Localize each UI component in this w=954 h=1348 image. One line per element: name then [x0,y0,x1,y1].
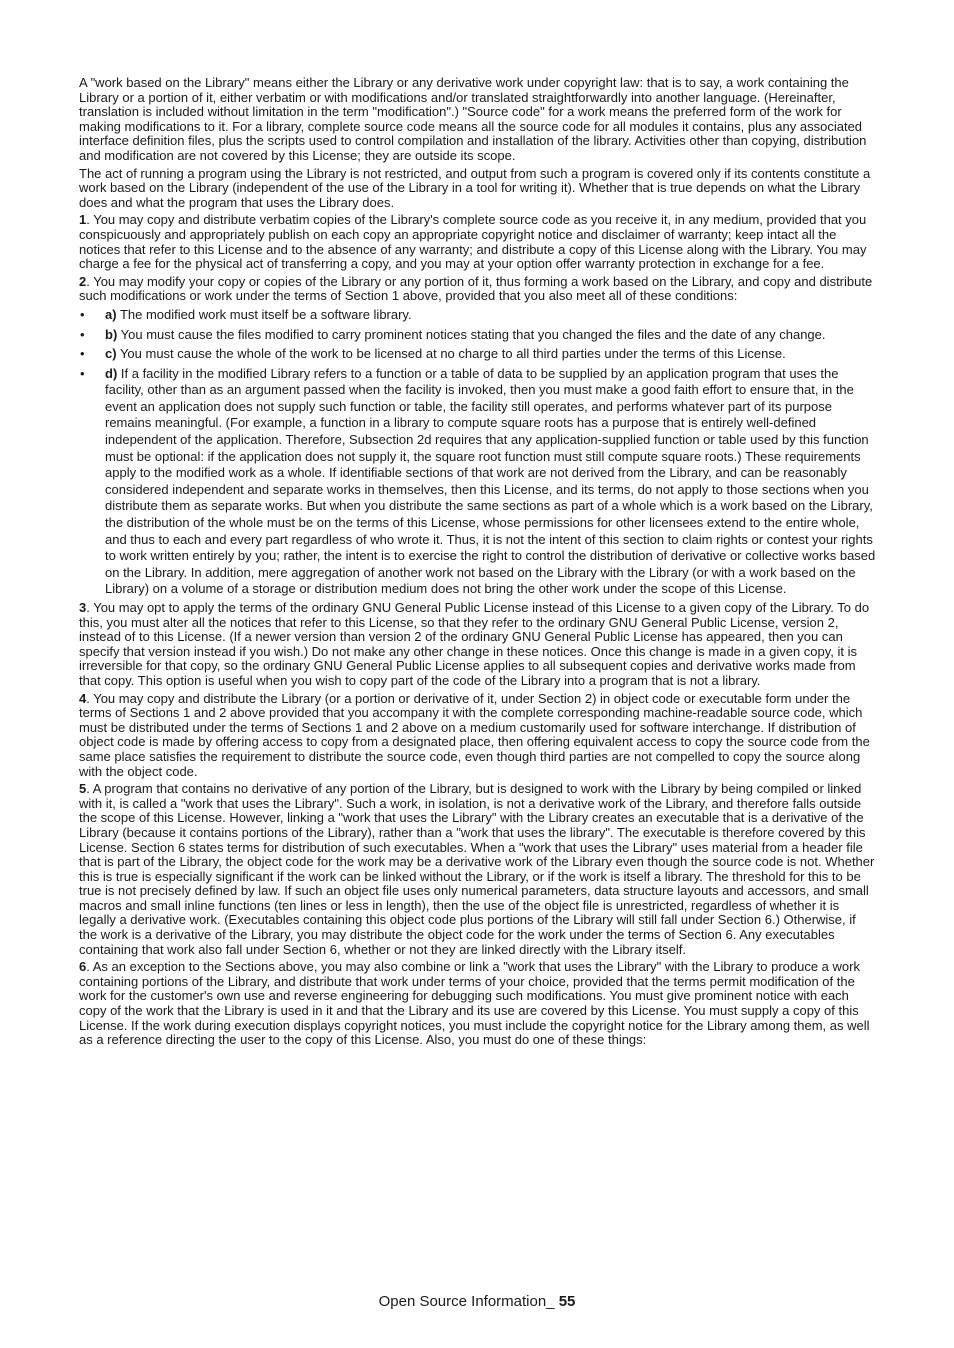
condition-a [79,307,876,324]
section-text: . As an exception to the Sections above, you may also combine or link a "work that uses the Library" with the Library to produce a work containing portions of the Library, and distribute that work under terms of your choice, provided that the terms permit modification of the work for the customer's own use and reverse engineering for debugging such modifications. You must give prominent notice with each copy of the work that the Library is used in it and that the Library and its use are covered by this License. You must supply a copy of this License. If the work during execution displays copyright notices, you must include the copyright notice for the Library among them, as well as a reference directing the user to the copy of this License. Also, you must do one of these things: [79,959,870,1048]
paragraph-work-based-on-library: A "work based on the Library" means either the Library or any derivative work under copyright law: that is to say, a work containing the Library or a portion of it, either verbatim or with modifications and/or translated straightforwardly into another language. (Hereinafter, translation is included without limitation in the term "modification".) "Source code" for a work means the preferred form of the work for making modifications to it. For a library, complete source code means all the source code for all modules it contains, plus any associated interface definition files, plus the scripts used to control compilation and installation of the library. Activities other than copying, distribution and modification are not covered by this License; they are outside its scope. [79,75,867,163]
condition-d [79,366,876,598]
document-body [79,76,876,1051]
section-text: . You may copy and distribute verbatim copies of the Library's complete source code as you receive it, in any medium, provided that you conspicuously and appropriately publish on each copy an appropriate copyright notice and disclaimer of warranty; keep intact all the notices that refer to this License and to the absence of any warranty; and distribute a copy of this License along with the Library. You may charge a fee for the physical act of transferring a copy, and you may at your option offer warranty protection in exchange for a fee. [79,212,867,272]
paragraph-running-program: The act of running a program using the Library is not restricted, and output from such a program is covered only if its contents constitute a work based on the Library (independent of the use of the Library in a tool for writing it). Whether that is true depends on what the Library does and what the program that uses the Library does. [79,165,871,210]
conditions-list [79,307,876,598]
section-4 [79,692,876,780]
condition-label: d) [105,365,118,381]
section-2 [79,275,876,304]
condition-label: b) [105,326,118,342]
section-number: 3 [79,600,87,615]
section-number: 1 [79,212,87,228]
section-1 [79,213,876,271]
section-number: 2 [79,273,87,289]
footer-label: Open Source Information_ [378,1293,559,1310]
condition-text: You must cause the whole of the work to be licensed at no charge to all third parties under the terms of this License. [116,346,786,362]
condition-label: a) [105,306,117,322]
section-text: . A program that contains no derivative of any portion of the Library, but is designed to work with the Library by being compiled or linked with it, is called a "work that uses the Library". Such a work, in isolation, is not a derivative work of the Library, and therefore falls outside the scope of this License. However, linking a "work that uses the Library" with the Library creates an executable that is a derivative of the Library (because it contains portions of the Library), rather than a "work that uses the library". The executable is therefore covered by this License. Section 6 states terms for distribution of such executables. When a "work that uses the Library" uses material from a header file that is part of the Library, the object code for the work may be a derivative work of the Library even though the source code is not. Whether this is true is especially significant if the work can be linked without the Library, or if the work is itself a library. The threshold for this to be true is not precisely defined by law. If such an object file uses only numerical parameters, data structure layouts and accessors, and small macros and small inline functions (ten lines or less in length), then the use of the object file is unrestricted, regardless of whether it is legally a derivative work. (Executables containing this object code plus portions of the Library will still fall under Section 6.) Otherwise, if the work is a derivative of the Library, you may distribute the object code for the work under the terms of Section 6. Any executables containing that work also fall under Section 6, whether or not they are linked directly with the Library itself. [79,781,875,957]
condition-b [79,327,876,344]
section-text: . You may modify your copy or copies of the Library or any portion of it, thus forming a work based on the Library, and copy and distribute such modifications or work under the terms of Section 1 above, provided that you also meet all of these conditions: [79,273,873,304]
condition-text: If a facility in the modified Library refers to a function or a table of data to be supplied by an application program that uses the facility, other than as an argument passed when the facility is invoked, then you must make a good faith effort to ensure that, in the event an application does not supply such function or table, the facility still operates, and performs whatever part of its purpose remains meaningful. (For example, a function in a library to compute square roots has a purpose that is entirely well-defined independent of the application. Therefore, Subsection 2d requires that any application-supplied function or table used by this function must be optional: if the application does not supply it, the square root function must still compute square roots.) These requirements apply to the modified work as a whole. If identifiable sections of that work are not derived from the Library, and can be reasonably considered independent and separate works in themselves, then this License, and its terms, do not apply to those sections when you distribute them as separate works. But when you distribute the same sections as part of a whole which is a work based on the Library, the distribution of the whole must be on the terms of this License, whose permissions for other licensees extend to the entire whole, and thus to each and every part regardless of who wrote it. Thus, it is not the intent of this section to claim rights or contest your rights to work written entirely by you; rather, the intent is to exercise the right to control the distribution of derivative or collective works based on the Library. In addition, mere aggregation of another work not based on the Library with the Library (or with a work based on the Library) on a volume of a storage or distribution medium does not bring the other work under the scope of this License. [105,365,876,597]
section-6 [79,960,876,1048]
condition-c [79,346,876,363]
section-number: 4 [79,690,87,706]
page-number: 55 [558,1293,576,1310]
condition-text: You must cause the files modified to carry prominent notices stating that you changed the files and the date of any change. [117,326,826,342]
section-number: 5 [79,781,87,797]
section-text: . You may opt to apply the terms of the ordinary GNU General Public License instead of this License to a given copy of the Library. To do this, you must alter all the notices that refer to this License, so that they refer to the ordinary GNU General Public License, version 2, instead of to this License. (If a newer version than version 2 of the ordinary GNU General Public License has appeared, then you can specify that version instead if you wish.) Do not make any other change in these notices. Once this change is made in a given copy, it is irreversible for that copy, so the ordinary GNU General Public License applies to all subsequent copies and derivative works made from that copy. This option is useful when you wish to copy part of the code of the Library into a program that is not a library. [79,600,870,688]
section-5 [79,782,876,957]
condition-text: The modified work must itself be a software library. [116,306,412,322]
page-footer [0,1293,954,1310]
section-number: 6 [79,959,87,975]
section-3 [79,601,876,689]
condition-label: c) [105,346,117,362]
section-text: . You may copy and distribute the Library (or a portion or derivative of it, under Section 2) in object code or executable form under the terms of Sections 1 and 2 above provided that you accompany it with the complete corresponding machine-readable source code, which must be distributed under the terms of Sections 1 and 2 above on a medium customarily used for software interchange. If distribution of object code is made by offering access to copy from a designated place, then offering equivalent access to copy the source code from the same place satisfies the requirement to distribute the source code, even though third parties are not compelled to copy the source along with the object code. [79,690,870,779]
